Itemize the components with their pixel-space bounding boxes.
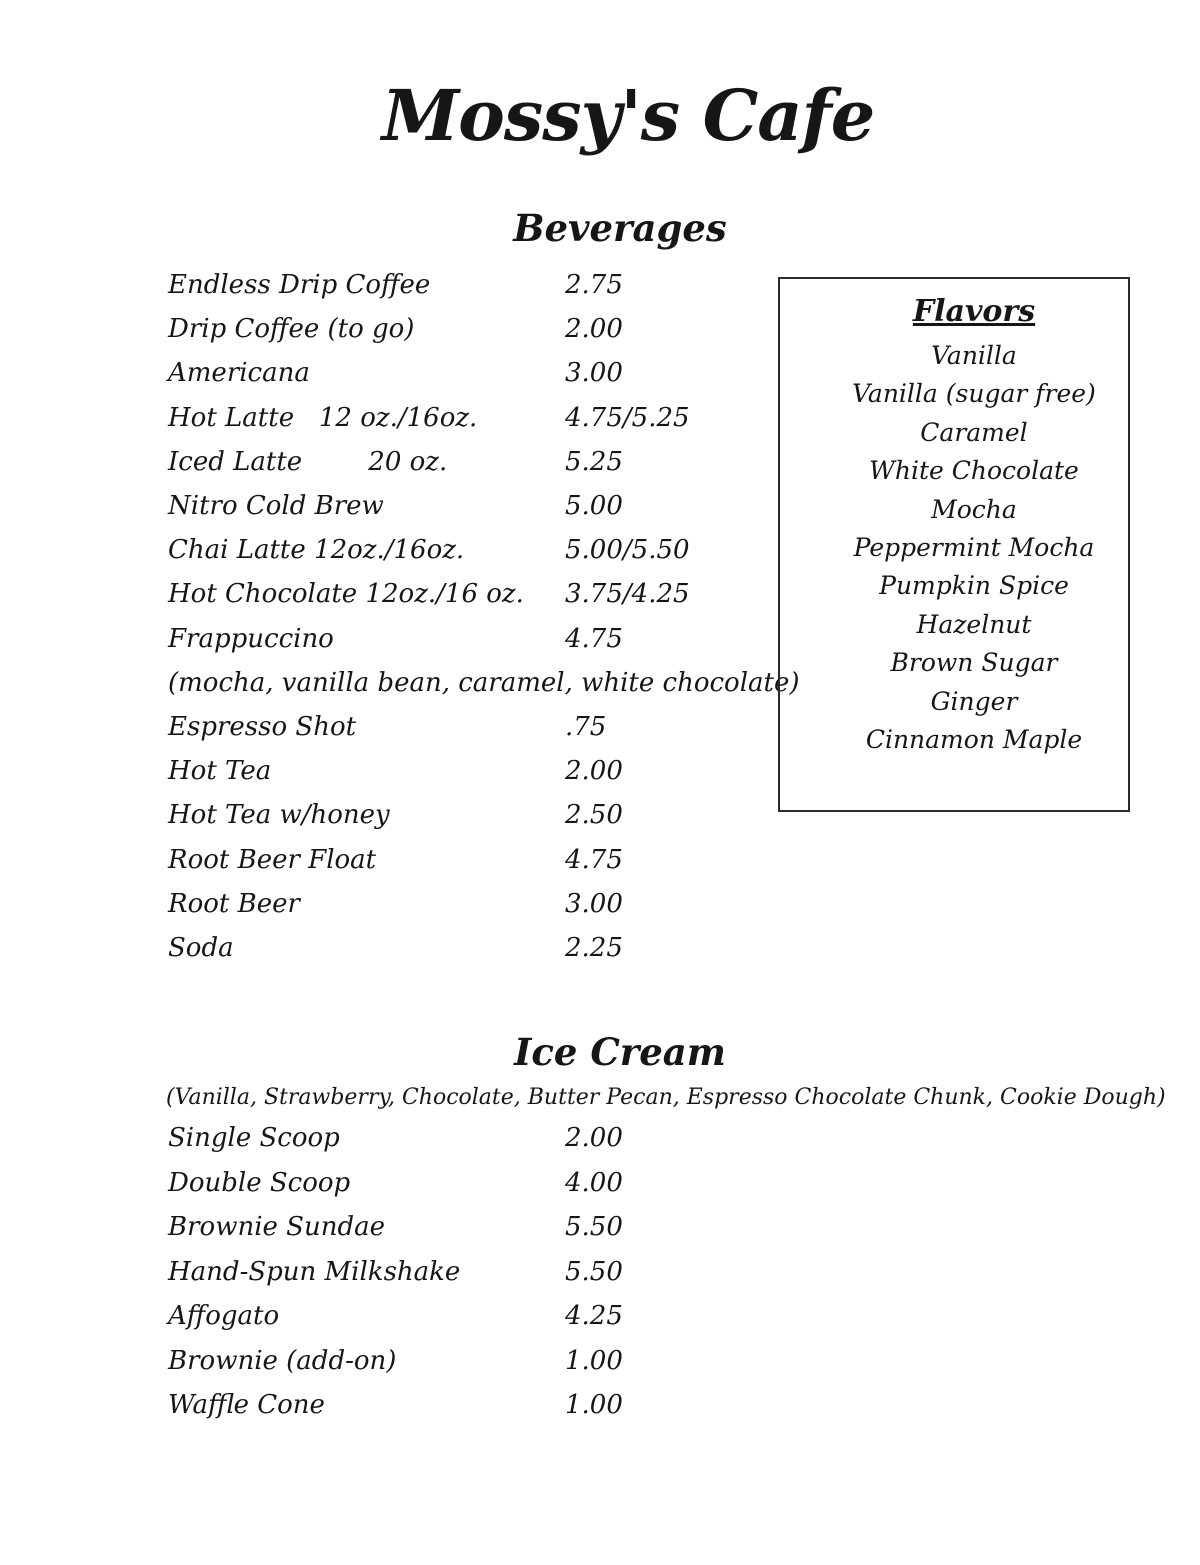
item-name: Affogato: [168, 1301, 280, 1332]
menu-row: [168, 396, 690, 440]
item-price: 4.00: [565, 1167, 623, 1198]
menu-row: [168, 1294, 623, 1339]
item-name: Waffle Cone: [168, 1390, 325, 1421]
item-price: 4.75: [565, 623, 623, 654]
menu-row: [168, 926, 690, 970]
menu-row: [168, 749, 690, 793]
item-price: 5.00/5.50: [565, 535, 690, 566]
item-price: 3.00: [565, 888, 623, 919]
item-name: Hot Latte 12 oz./16oz.: [168, 402, 478, 433]
flavors-heading: Flavors: [912, 294, 1036, 329]
flavor-item: Vanilla: [931, 341, 1017, 370]
menu-row-option-note: [168, 661, 800, 705]
menu-row: [168, 351, 690, 395]
item-price: 2.00: [565, 1123, 623, 1154]
menu-row: [168, 1250, 623, 1295]
ice-cream-heading: Ice Cream: [514, 1030, 726, 1074]
page-title: Mossy's Cafe: [381, 74, 875, 157]
flavor-item: Cinnamon Maple: [865, 725, 1083, 755]
menu-row: [168, 1116, 623, 1161]
item-name: Soda: [168, 932, 234, 963]
item-name: Endless Drip Coffee: [168, 270, 431, 301]
item-price: 4.75/5.25: [565, 402, 690, 433]
item-price: 2.00: [565, 314, 623, 345]
menu-row: [168, 882, 690, 926]
item-price: 5.00: [565, 491, 623, 522]
menu-row: [168, 484, 690, 528]
item-name: (mocha, vanilla bean, caramel, white chocolate): [168, 667, 800, 698]
flavors-box: [778, 277, 1130, 812]
menu-row: [168, 572, 690, 616]
item-price: 3.00: [565, 358, 623, 389]
item-name: Iced Latte 20 oz.: [168, 446, 448, 477]
flavors-list: [800, 337, 1148, 759]
item-name: Hot Tea w/honey: [168, 800, 390, 831]
flavor-item: Brown Sugar: [890, 648, 1058, 678]
item-name: Brownie Sundae: [168, 1212, 385, 1243]
menu-row: [168, 1383, 623, 1428]
item-name: Drip Coffee (to go): [168, 314, 415, 345]
item-name: Root Beer Float: [168, 844, 377, 875]
item-price: 5.25: [565, 446, 623, 477]
menu-row: [168, 440, 690, 484]
item-name: Frappuccino: [168, 623, 334, 654]
item-price: 3.75/4.25: [565, 579, 690, 610]
menu-row: [168, 793, 690, 837]
item-name: Americana: [168, 358, 310, 389]
ice-cream-list: [168, 1116, 623, 1428]
item-price: 1.00: [565, 1390, 623, 1421]
item-name: Hand-Spun Milkshake: [168, 1256, 461, 1287]
item-price: 5.50: [565, 1212, 623, 1243]
menu-row: [168, 528, 690, 572]
menu-row: [168, 1339, 623, 1384]
item-name: Hot Tea: [168, 756, 272, 787]
flavor-item: Hazelnut: [916, 609, 1032, 639]
item-name: Single Scoop: [168, 1123, 340, 1154]
menu-row: [168, 837, 690, 881]
item-name: Brownie (add-on): [168, 1345, 397, 1376]
menu-row: [168, 263, 690, 307]
item-name: Hot Chocolate 12oz./16 oz.: [168, 579, 524, 610]
menu-row: [168, 617, 690, 661]
beverages-heading: Beverages: [513, 206, 727, 250]
flavor-item: Peppermint Mocha: [853, 533, 1095, 563]
item-price: 2.25: [565, 932, 623, 963]
menu-row: [168, 705, 690, 749]
menu-row: [168, 1205, 623, 1250]
flavor-item: Caramel: [920, 417, 1028, 447]
menu-row: [168, 307, 690, 351]
flavor-item: Mocha: [931, 494, 1017, 524]
item-price: 2.00: [565, 756, 623, 787]
flavor-item: Ginger: [930, 686, 1018, 716]
flavor-item: Pumpkin Spice: [879, 571, 1069, 601]
item-name: Double Scoop: [168, 1167, 351, 1198]
flavor-item: Vanilla (sugar free): [852, 379, 1096, 409]
flavor-item: White Chocolate: [869, 456, 1079, 486]
item-price: 5.50: [565, 1256, 623, 1287]
item-price: 1.00: [565, 1345, 623, 1376]
item-name: Nitro Cold Brew: [168, 491, 384, 522]
ice-cream-flavor-note: (Vanilla, Strawberry, Chocolate, Butter Pecan, Espresso Chocolate Chunk, Cookie Dough): [166, 1085, 1166, 1110]
item-price: 2.75: [565, 270, 623, 301]
item-name: Espresso Shot: [168, 711, 357, 742]
menu-row: [168, 1161, 623, 1206]
item-price: .75: [565, 711, 607, 742]
item-name: Chai Latte 12oz./16oz.: [168, 535, 465, 566]
item-price: 4.75: [565, 844, 623, 875]
beverages-list: [168, 263, 800, 970]
item-price: 2.50: [565, 800, 623, 831]
item-name: Root Beer: [168, 888, 300, 919]
item-price: 4.25: [565, 1301, 623, 1332]
